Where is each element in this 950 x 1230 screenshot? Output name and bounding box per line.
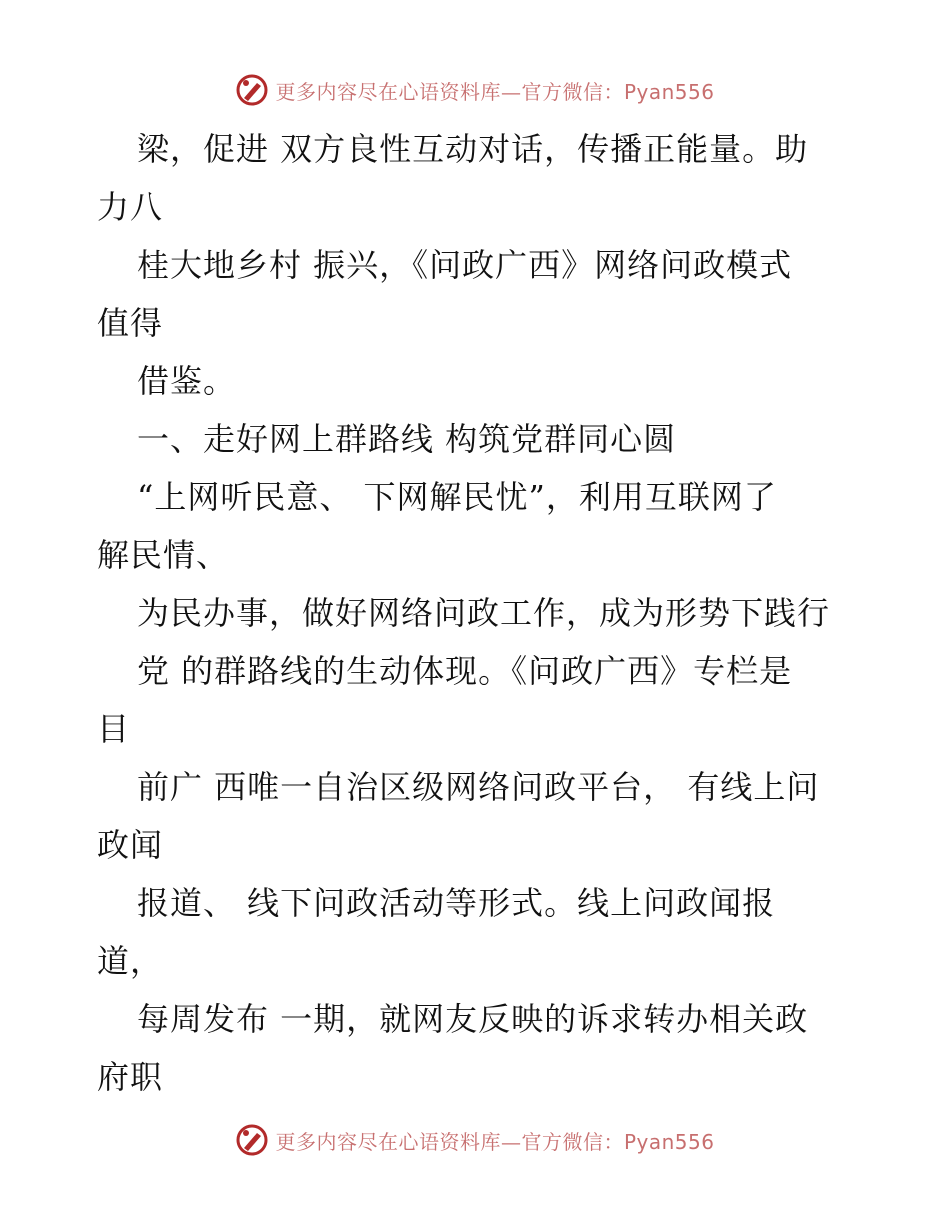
text-line: 府职 [97,1058,164,1096]
banner-dash: — [500,1129,522,1154]
text-line: 梁，促进 双方良性互动对话，传播正能量。助 [137,130,809,168]
text-line: “上网听民意、 下网解民忧”，利用互联网了 [137,478,777,516]
text-line: 前广 西唯一自治区级网络问政平台， 有线上问 [137,768,820,806]
banner-wechat: 官方微信：Pyan556 [521,79,715,104]
text-line: 解民情、 [97,536,230,574]
banner-site: 更多内容尽在心语资料库 [275,79,501,104]
text-line: 力八 [97,188,164,226]
banner-wechat: 官方微信：Pyan556 [521,1129,715,1154]
text-line: 政闻 [97,826,164,864]
banner-site: 更多内容尽在心语资料库 [275,1129,501,1154]
text-line: 每周发布 一期，就网友反映的诉求转办相关政 [137,1000,809,1038]
banner-dash: — [500,79,522,104]
text-line: 党 的群路线的生动体现。《问政广西》专栏是 [137,652,793,690]
text-line: 道， [97,942,164,980]
banner-text [275,1126,714,1155]
text-line: 为民办事，做好网络问政工作，成为形势下践行 [137,594,831,632]
text-line: 报道、 线下问政活动等形式。线上问政闻报 [137,884,776,922]
pen-circle-logo-icon [235,1123,269,1157]
section-heading: 一、走好网上群路线 构筑党群同心圆 [137,420,677,458]
text-line: 目 [97,710,131,748]
text-line: 借鉴。 [137,362,237,400]
text-line: 值得 [97,304,164,342]
text-line: 桂大地乡村 振兴，《问政广西》网络问政模式 [137,246,793,284]
footer-banner [0,1120,950,1160]
